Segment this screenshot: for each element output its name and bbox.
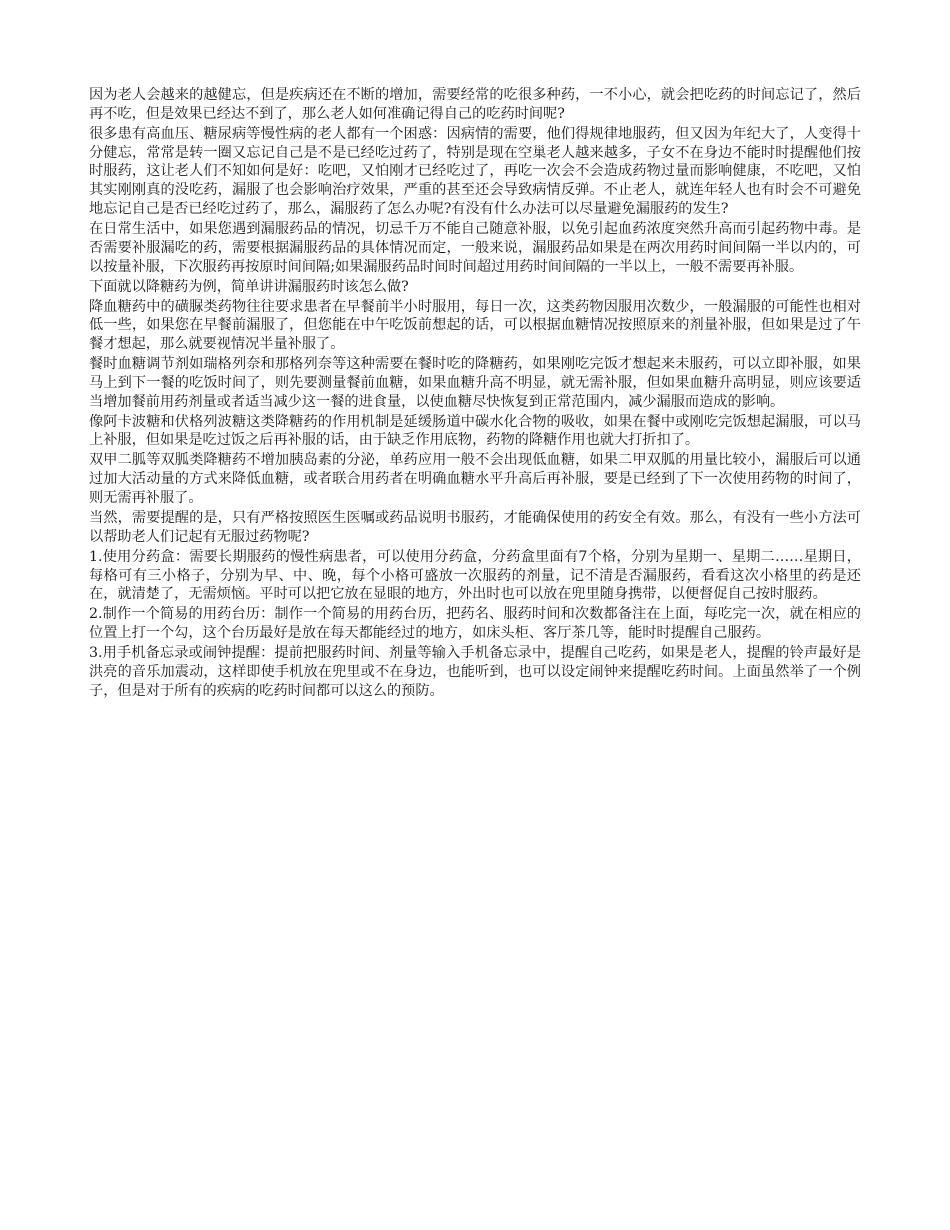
paragraph-general-advice: 在日常生活中，如果您遇到漏服药品的情况，切忌千万不能自己随意补服，以免引起血药浓度突然升高而引起药物中毒。是否需要补服漏吃的药，需要根据漏服药品的具体情况而定，一般来说，漏服药品如果是在两次用药时间间隔一半以内的，可以按量补服，下次服药再按原时间间隔;如果漏服药品时间时间超过用药时间间隔的一半以上，一般不需要再补服。 — [89, 220, 861, 275]
paragraph-intro: 因为老人会越来的越健忘，但是疾病还在不断的增加，需要经常的吃很多种药，一不小心，就会把吃药的时间忘记了，然后再不吃，但是效果已经达不到了，那么老人如何准确记得自己的吃药时间呢? — [89, 87, 861, 122]
document-body — [89, 86, 861, 702]
paragraph-example-heading: 下面就以降糖药为例，简单讲讲漏服药时该怎么做? — [89, 278, 409, 295]
paragraph-prandial-regulator: 餐时血糖调节剂如瑞格列奈和那格列奈等这种需要在餐时吃的降糖药，如果刚吃完饭才想起来未服药，可以立即补服，如果马上到下一餐的吃饭时间了，则先要测量餐前血糖，如果血糖升高不明显，就无需补服，但如果血糖升高明显，则应该要适当增加餐前用药剂量或者适当减少这一餐的进食量，以使血糖尽快恢复到正常范围内，减少漏服而造成的影响。 — [89, 356, 861, 410]
paragraph-sulfonylurea: 降血糖药中的磺脲类药物往往要求患者在早餐前半小时服用，每日一次，这类药物因服用次数少，一般漏服的可能性也相对低一些，如果您在早餐前漏服了，但您能在中午吃饭前想起的话，可以根据血糖情况按照原来的剂量补服，但如果是过了午餐才想起，那么就要视情况半量补服了。 — [89, 298, 861, 353]
paragraph-problem: 很多患有高血压、糖尿病等慢性病的老人都有一个困惑：因病情的需要，他们得规律地服药，但又因为年纪大了，人变得十分健忘，常常是转一圈又忘记自己是不是已经吃过药了，特别是现在空巢老人越来越多，子女不在身边不能时时提醒他们按时服药，这让老人们不知如何是好：吃吧，又怕刚才已经吃过了，再吃一次会不会造成药物过量而影响健康，不吃吧，又怕其实刚刚真的没吃药，漏服了也会影响治疗效果，严重的甚至还会导致病情反弹。不止老人，就连年轻人也有时会不可避免地忘记自己是否已经吃过药了，那么，漏服药了怎么办呢?有没有什么办法可以尽量避免漏服药的发生? — [89, 125, 861, 217]
paragraph-acarbose: 像阿卡波糖和伏格列波糖这类降糖药的作用机制是延缓肠道中碳水化合物的吸收，如果在餐中或刚吃完饭想起漏服，可以马上补服，但如果是吃过饭之后再补服的话，由于缺乏作用底物，药物的降糖作用也就大打折扣了。 — [89, 413, 861, 449]
paragraph-tip-pill-box: 1.使用分药盒：需要长期服药的慢性病患者，可以使用分药盒，分药盒里面有7个格，分别为星期一、星期二……星期日，每格可有三小格子，分别为早、中、晚，每个小格可盛放一次服药的剂量，记不清是否漏服药，看看这次小格里的药是还在，就清楚了，无需烦恼。平时可以把它放在显眼的地方，外出时也可以放在兜里随身携带，以便督促自己按时服药。 — [89, 548, 861, 603]
paragraph-tip-calendar: 2.制作一个简易的用药台历：制作一个简易的用药台历，把药名、服药时间和次数都备注在上面，每吃完一次，就在相应的位置上打一个勾，这个台历最好是放在每天都能经过的地方，如床头柜、客厅茶几等，能时时提醒自己服药。 — [89, 606, 861, 642]
paragraph-tip-phone-reminder: 3.用手机备忘录或闹钟提醒：提前把服药时间、剂量等输入手机备忘录中，提醒自己吃药，如果是老人，提醒的铃声最好是洪亮的音乐加震动，这样即使手机放在兜里或不在身边，也能听到，也可以设定闹钟来提醒吃药时间。上面虽然举了一个例子，但是对于所有的疾病的吃药时间都可以这么的预防。 — [89, 645, 861, 699]
paragraph-reminder-intro: 当然，需要提醒的是，只有严格按照医生医嘱或药品说明书服药，才能确保使用的药安全有效。那么，有没有一些小方法可以帮助老人们记起有无服过药物呢? — [89, 510, 861, 545]
paragraph-biguanide: 双甲二胍等双胍类降糖药不增加胰岛素的分泌，单药应用一般不会出现低血糖，如果二甲双胍的用量比较小，漏服后可以通过加大活动量的方式来降低血糖，或者联合用药者在明确血糖水平升高后再补服，要是已经到了下一次使用药物的时间了，则无需再补服了。 — [89, 452, 861, 507]
